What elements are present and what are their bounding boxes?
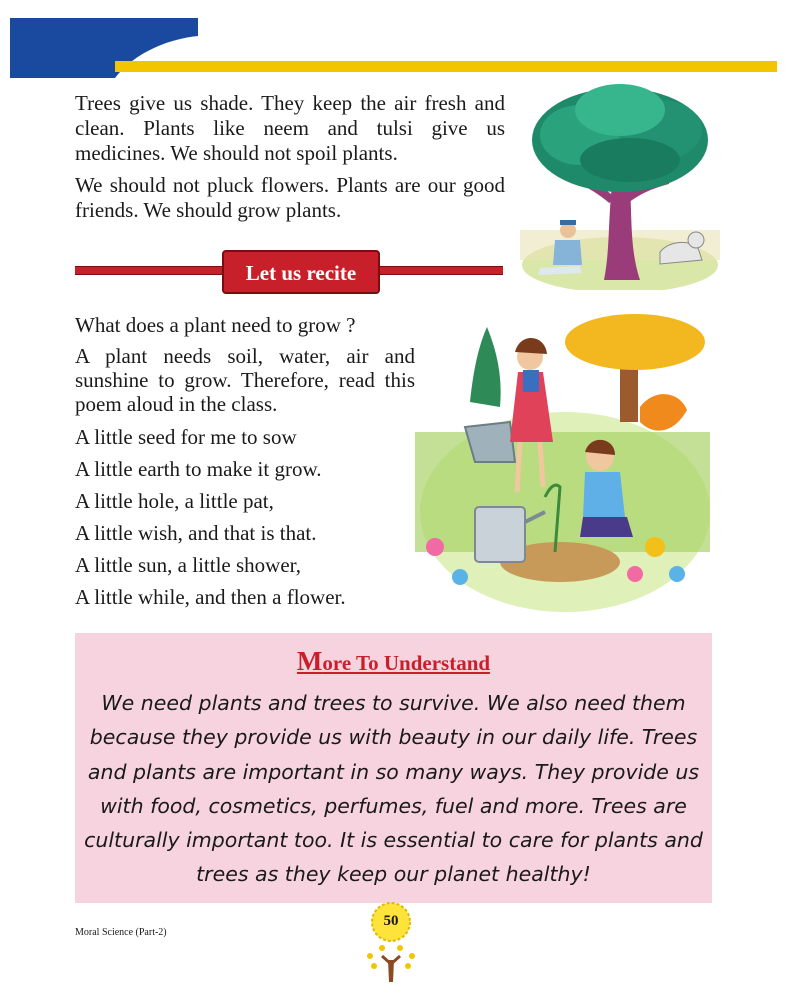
intro-paragraph-2: We should not pluck flowers. Plants are our good friends. We should grow plants. xyxy=(75,173,505,222)
intro-text xyxy=(75,91,505,223)
poem-line: A little while, and then a flower. xyxy=(75,585,346,609)
recite-heading: Let us recite xyxy=(245,261,357,285)
recite-heading-banner xyxy=(222,250,380,294)
poem-intro: A plant needs soil, water, air and sunshine to grow. Therefore, read this poem aloud in the class. xyxy=(75,344,415,416)
children-planting-sapling-icon xyxy=(415,312,710,617)
poem-line: A little seed for me to sow xyxy=(75,425,297,449)
recite-rule-right xyxy=(378,266,503,275)
poem-line: A little earth to make it grow. xyxy=(75,457,322,481)
poem-section xyxy=(75,313,415,610)
recite-rule-left xyxy=(75,266,225,275)
page-number: 50 xyxy=(383,913,399,929)
header-yellow-bar xyxy=(115,61,777,72)
more-to-understand-box xyxy=(75,633,712,903)
book-title: Moral Science (Part-2) xyxy=(75,927,167,938)
poem-line: A little sun, a little shower, xyxy=(75,553,302,577)
poem-line: A little hole, a little pat, xyxy=(75,489,274,513)
page-number-badge xyxy=(360,900,422,990)
intro-paragraph-1: Trees give us shade. They keep the air fresh and clean. Plants like neem and tulsi give us medicines. We should not spoil plants. xyxy=(75,91,505,165)
title-initial: M xyxy=(296,646,323,676)
poem-line: A little wish, and that is that. xyxy=(75,521,317,545)
more-to-understand-text: We need plants and trees to survive. We also need them because they provide us with beauty in our daily life. Trees and plants are important in so many ways. They provide us with food, cosmetics, perfumes, fuel and more. Trees are culturally important too. It is essential to care for plants and trees as they keep our planet healthy! xyxy=(84,691,703,887)
more-to-understand-title xyxy=(75,646,712,677)
title-rest: ore To Understand xyxy=(322,651,491,675)
poem-question: What does a plant need to grow ? xyxy=(75,313,356,337)
man-and-dog-resting-under-tree-icon xyxy=(520,80,720,290)
